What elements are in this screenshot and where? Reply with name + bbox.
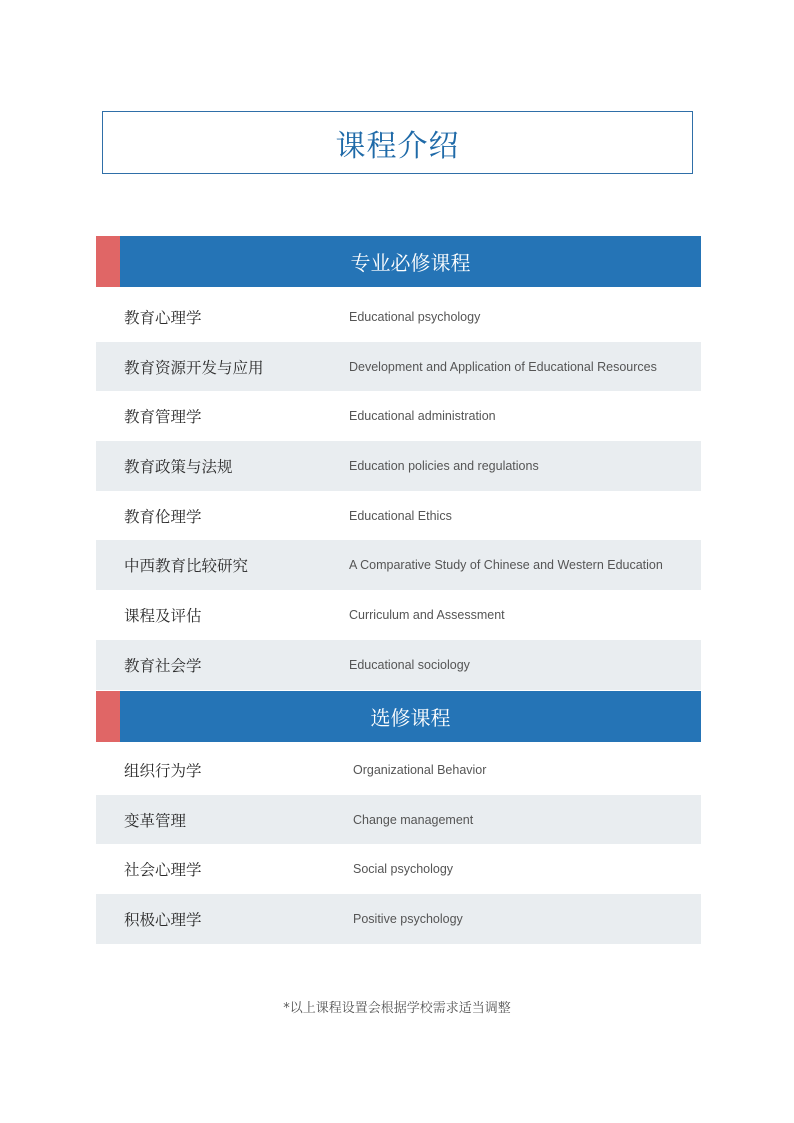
course-name-cn: 课程及评估 (124, 606, 202, 625)
course-name-en: Organizational Behavior (353, 762, 487, 777)
page-title-box (102, 111, 693, 174)
course-name-cn: 积极心理学 (124, 910, 202, 929)
table-row (96, 391, 701, 441)
table-row (96, 491, 701, 541)
table-row (96, 292, 701, 342)
course-name-cn: 组织行为学 (124, 761, 202, 780)
table-row (96, 540, 701, 590)
course-name-en: Educational administration (349, 409, 496, 424)
course-name-cn: 变革管理 (124, 811, 187, 830)
course-name-en: A Comparative Study of Chinese and Western Education (349, 558, 663, 573)
elective-section-header (96, 691, 701, 742)
course-name-en: Development and Application of Educational Resources (349, 359, 657, 374)
course-name-en: Social psychology (353, 862, 454, 877)
required-section-title: 专业必修课程 (120, 236, 701, 287)
course-name-cn: 教育伦理学 (124, 507, 202, 526)
course-name-cn: 教育社会学 (124, 656, 202, 675)
footnote: *以上课程设置会根据学校需求适当调整 (283, 1001, 511, 1016)
course-name-cn: 中西教育比较研究 (124, 557, 249, 576)
page-title: 课程介绍 (335, 128, 460, 164)
table-row (96, 441, 701, 491)
table-row (96, 745, 701, 795)
required-course-list (96, 292, 701, 690)
table-row (96, 844, 701, 894)
course-name-en: Curriculum and Assessment (349, 607, 505, 622)
course-name-cn: 教育政策与法规 (124, 457, 233, 476)
course-name-en: Educational psychology (349, 309, 481, 324)
course-name-en: Education policies and regulations (349, 458, 539, 473)
elective-section-title: 选修课程 (120, 691, 701, 742)
table-row (96, 894, 701, 944)
course-name-cn: 教育资源开发与应用 (124, 358, 264, 377)
section-accent-marker (96, 236, 120, 287)
table-row (96, 795, 701, 845)
course-name-cn: 教育管理学 (124, 408, 202, 427)
table-row (96, 640, 701, 690)
table-row (96, 342, 701, 392)
course-name-cn: 教育心理学 (124, 308, 202, 327)
course-name-en: Educational Ethics (349, 508, 452, 523)
section-accent-marker (96, 691, 120, 742)
course-name-cn: 社会心理学 (124, 861, 202, 880)
course-name-en: Change management (353, 812, 474, 827)
course-name-en: Educational sociology (349, 657, 470, 672)
elective-course-list (96, 745, 701, 944)
course-name-en: Positive psychology (353, 911, 463, 926)
required-section-header (96, 236, 701, 287)
table-row (96, 590, 701, 640)
